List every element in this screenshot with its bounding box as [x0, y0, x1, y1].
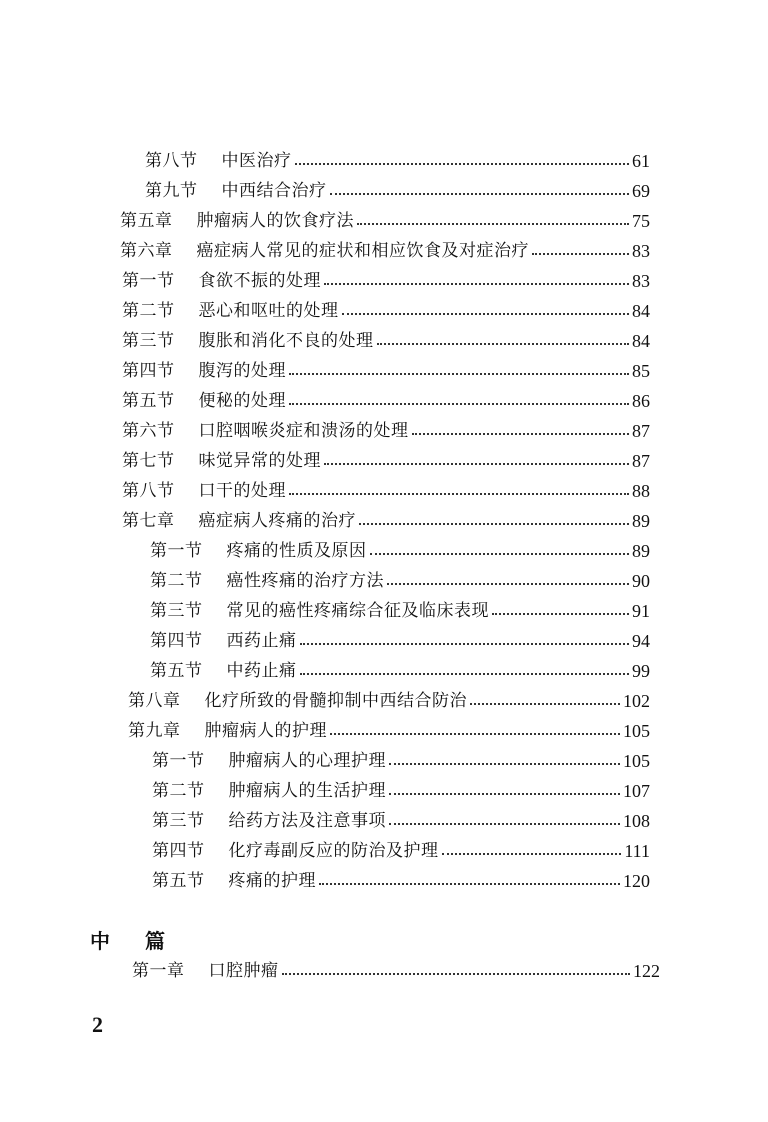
leader-dots	[324, 283, 629, 285]
toc-entry-page: 122	[633, 961, 660, 981]
toc-entry	[150, 560, 650, 590]
toc-entry	[122, 290, 650, 320]
toc-entry-page: 61	[632, 151, 650, 171]
toc-entry	[132, 950, 660, 980]
toc-entry-page: 83	[632, 241, 650, 261]
toc-entry	[150, 650, 650, 680]
toc-entry	[122, 350, 650, 380]
leader-dots	[300, 673, 630, 675]
toc-entry-label: 第四节	[150, 631, 203, 651]
toc-entry	[152, 860, 650, 890]
toc-entry-title: 肿瘤病人的心理护理	[228, 751, 386, 771]
leader-dots	[442, 853, 622, 855]
leader-dots	[412, 433, 630, 435]
toc-entry	[145, 170, 650, 200]
toc-entry-page: 105	[623, 721, 650, 741]
toc-entry-page: 108	[623, 811, 650, 831]
section-heading: 中 篇	[90, 929, 179, 953]
toc-entry-label: 第九节	[145, 181, 198, 201]
leader-dots	[330, 193, 630, 195]
toc-entry-label: 第七节	[122, 451, 175, 471]
leader-dots	[377, 343, 630, 345]
toc-entry-page: 90	[632, 571, 650, 591]
leader-dots	[289, 493, 629, 495]
toc-entry-label: 第二节	[122, 301, 175, 321]
toc-entry-page: 87	[632, 421, 650, 441]
toc-entry-title: 化疗毒副反应的防治及护理	[228, 841, 439, 861]
toc-entry-label: 第八节	[145, 151, 198, 171]
leader-dots	[289, 403, 629, 405]
toc-entry-title: 口腔肿瘤	[208, 961, 279, 981]
toc-entry-label: 第三节	[122, 331, 175, 351]
toc-entry-page: 84	[632, 331, 650, 351]
leader-dots	[282, 973, 631, 975]
toc-entry-page: 75	[632, 211, 650, 231]
toc-entry-page: 84	[632, 301, 650, 321]
toc-entry-title: 口腔咽喉炎症和溃汤的处理	[198, 421, 409, 441]
leader-dots	[300, 643, 630, 645]
leader-dots	[295, 163, 630, 165]
toc-entry	[145, 140, 650, 170]
leader-dots	[389, 763, 620, 765]
toc-entry-page: 83	[632, 271, 650, 291]
toc-entry	[122, 470, 650, 500]
leader-dots	[359, 523, 629, 525]
toc-entry	[150, 590, 650, 620]
leader-dots	[330, 733, 620, 735]
toc-entry-page: 94	[632, 631, 650, 651]
toc-entry-label: 第一章	[132, 961, 185, 981]
toc-entry-label: 第五章	[120, 211, 173, 231]
toc-entry	[152, 740, 650, 770]
toc-entry-label: 第八节	[122, 481, 175, 501]
toc-entry-page: 87	[632, 451, 650, 471]
toc-entry-label: 第二节	[150, 571, 203, 591]
toc-entry-page: 85	[632, 361, 650, 381]
leader-dots	[289, 373, 629, 375]
toc-entry-title: 中药止痛	[226, 661, 297, 681]
toc-entry-label: 第五节	[150, 661, 203, 681]
toc-entry-page: 105	[623, 751, 650, 771]
toc-entry-page: 89	[632, 511, 650, 531]
toc-entry	[122, 260, 650, 290]
toc-entry-title: 肿瘤病人的饮食疗法	[196, 211, 354, 231]
toc-entry-label: 第六章	[120, 241, 173, 261]
leader-dots	[470, 703, 620, 705]
toc-entry-page: 120	[623, 871, 650, 891]
toc-entry-label: 第八章	[128, 691, 181, 711]
toc-entry	[150, 620, 650, 650]
toc-entry-title: 口干的处理	[198, 481, 286, 501]
toc-entry-title: 癌症病人常见的症状和相应饮食及对症治疗	[196, 241, 529, 261]
toc-entry-page: 91	[632, 601, 650, 621]
toc-entry	[152, 800, 650, 830]
toc-entry-page: 86	[632, 391, 650, 411]
toc-entry	[122, 440, 650, 470]
toc-entry-page: 111	[624, 841, 650, 861]
toc-entry	[128, 680, 650, 710]
toc-entry	[122, 410, 650, 440]
toc-entry-label: 第五节	[152, 871, 205, 891]
leader-dots	[324, 463, 629, 465]
toc-entry-label: 第五节	[122, 391, 175, 411]
toc-entry-title: 西药止痛	[226, 631, 297, 651]
toc-entry-title: 肿瘤病人的护理	[204, 721, 327, 741]
toc-entry-label: 第六节	[122, 421, 175, 441]
toc-entry	[120, 230, 650, 260]
toc-entry-title: 中西结合治疗	[221, 181, 327, 201]
toc-entry-title: 疼痛的护理	[228, 871, 316, 891]
toc-entry-title: 便秘的处理	[198, 391, 286, 411]
toc-entry-label: 第三节	[152, 811, 205, 831]
toc-entry-title: 常见的癌性疼痛综合征及临床表现	[226, 601, 489, 621]
toc-entry-label: 第二节	[152, 781, 205, 801]
toc-entry-title: 肿瘤病人的生活护理	[228, 781, 386, 801]
toc-entry	[122, 320, 650, 350]
toc-entry-label: 第四节	[152, 841, 205, 861]
toc-entry	[120, 200, 650, 230]
toc-entry	[128, 710, 650, 740]
toc-entry-title: 疼痛的性质及原因	[226, 541, 367, 561]
leader-dots	[389, 823, 620, 825]
toc-entry-title: 化疗所致的骨髓抑制中西结合防治	[204, 691, 467, 711]
page-number: 2	[92, 1012, 103, 1037]
toc-entry-title: 腹泻的处理	[198, 361, 286, 381]
toc-entry-page: 99	[632, 661, 650, 681]
toc-entry-page: 102	[623, 691, 650, 711]
leader-dots	[387, 583, 629, 585]
toc-entry-label: 第一节	[150, 541, 203, 561]
leader-dots	[319, 883, 620, 885]
leader-dots	[389, 793, 620, 795]
toc-entry-title: 腹胀和消化不良的处理	[198, 331, 374, 351]
toc-entry	[152, 830, 650, 860]
toc-entry-label: 第一节	[152, 751, 205, 771]
toc-entry-page: 69	[632, 181, 650, 201]
toc-entry-title: 恶心和呕吐的处理	[198, 301, 339, 321]
toc-entry-title: 中医治疗	[221, 151, 292, 171]
leader-dots	[532, 253, 629, 255]
toc-entry-title: 癌症病人疼痛的治疗	[198, 511, 356, 531]
toc-entry-title: 食欲不振的处理	[198, 271, 321, 291]
toc-entry	[150, 530, 650, 560]
toc-entry	[152, 770, 650, 800]
leader-dots	[492, 613, 629, 615]
toc-entry-label: 第九章	[128, 721, 181, 741]
toc-entry-label: 第三节	[150, 601, 203, 621]
leader-dots	[342, 313, 630, 315]
toc-entry	[122, 500, 650, 530]
toc-entry-page: 89	[632, 541, 650, 561]
toc-entry-title: 癌性疼痛的治疗方法	[226, 571, 384, 591]
toc-entry-label: 第四节	[122, 361, 175, 381]
toc-entry-page: 88	[632, 481, 650, 501]
toc-entry	[122, 380, 650, 410]
toc-entry-label: 第一节	[122, 271, 175, 291]
toc-entry-title: 味觉异常的处理	[198, 451, 321, 471]
toc-entry-label: 第七章	[122, 511, 175, 531]
toc-entry-page: 107	[623, 781, 650, 801]
toc-entry-title: 给药方法及注意事项	[228, 811, 386, 831]
leader-dots	[357, 223, 629, 225]
leader-dots	[370, 553, 630, 555]
